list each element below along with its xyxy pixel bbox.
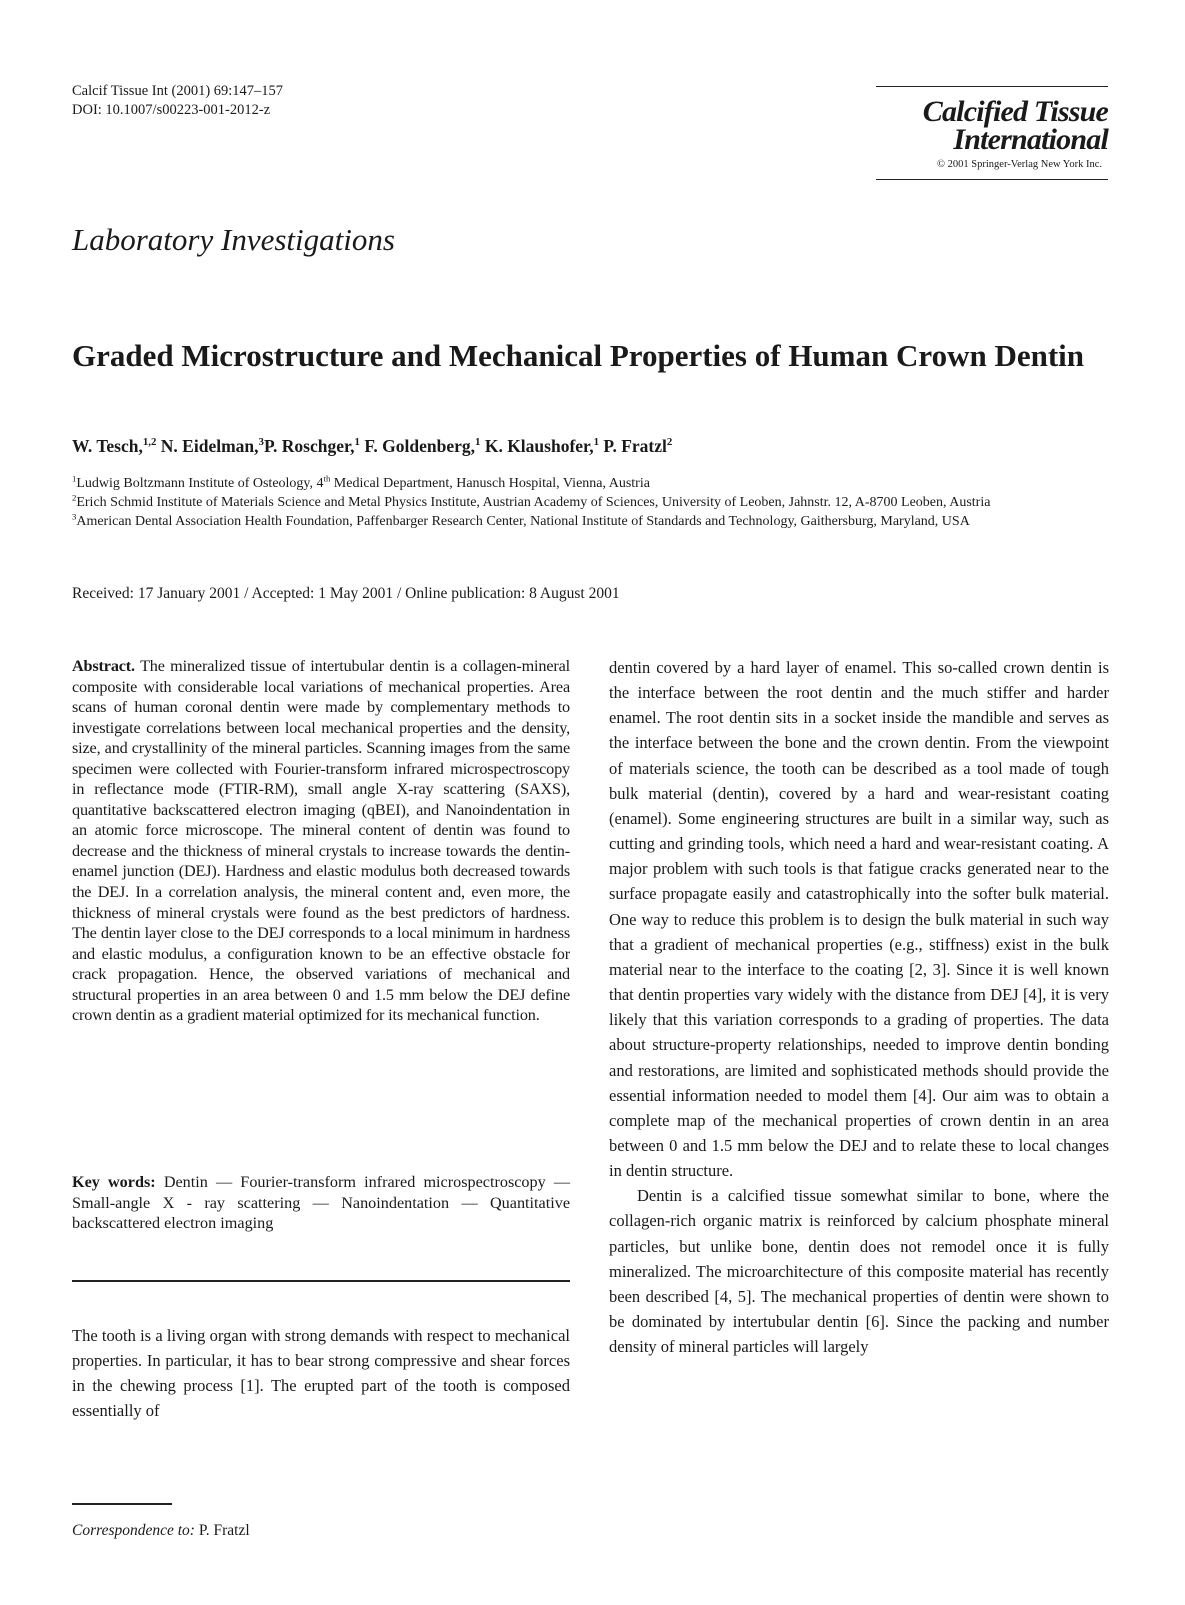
affiliation-2	[72, 493, 1112, 512]
author-affiliation-mark: 1	[593, 436, 599, 449]
citation-block	[72, 82, 283, 120]
author-name: F. Goldenberg,	[364, 436, 476, 456]
keywords	[72, 1172, 570, 1234]
doi-line: DOI: 10.1007/s00223-001-2012-z	[72, 102, 271, 118]
author-name: N. Eidelman,	[160, 436, 259, 456]
affiliations	[72, 474, 1112, 531]
abstract	[72, 656, 570, 1026]
author-affiliation-mark: 2	[666, 436, 673, 449]
correspondence-name: P. Fratzl	[198, 1522, 250, 1539]
journal-name-line1: Calcified Tissue	[922, 95, 1108, 128]
abstract-label: Abstract.	[72, 657, 135, 675]
right-column	[609, 655, 1109, 1359]
affiliation-number: 1	[72, 473, 77, 484]
keywords-label: Key words:	[72, 1173, 156, 1191]
correspondence-footnote	[72, 1522, 250, 1540]
abstract-text: The mineralized tissue of intertubular dentin is a collagen-mineral composite with considerable local variations of mechanical properties. Area scans of human coronal dentin were made by complementary methods to investigate correlations between local mechanical properties and the density, size, and crystallinity of the mineral particles. Scanning images from the same specimen were collected with Fourier-transform infrared microspectroscopy in reflectance mode (FTIR-RM), small angle X-ray scattering (SAXS), quantitative backscattered electron imaging (qBEI), and Nanoindentation in an atomic force microscope. The mineral content of dentin was found to decrease and the thickness of mineral crystals to increase towards the dentin-enamel junction (DEJ). Hardness and elastic modulus both decreased towards the DEJ. In a correlation analysis, the mineral content and, even more, the thickness of mineral crystals were found as the best predictors of hardness. The dentin layer close to the DEJ corresponds to a local minimum in hardness and elastic modulus, a configuration known to be an effective obstacle for crack propagation. Hence, the observed variations of mechanical and structural properties in an area between 0 and 1.5 mm below the DEJ define crown dentin as a gradient material optimized for its mechanical function.	[72, 657, 570, 1025]
affiliation-text: American Dental Association Health Foundation, Paffenbarger Research Center, National Institute of Standards and Technology, Gaithersburg, Maryland, USA	[76, 514, 970, 529]
author-name: K. Klaushofer,	[484, 436, 594, 456]
affiliation-text: Medical Department, Hanusch Hospital, Vienna, Austria	[330, 476, 650, 491]
journal-copyright: © 2001 Springer-Verlag New York Inc.	[937, 159, 1102, 170]
affiliation-text: Erich Schmid Institute of Materials Science and Metal Physics Institute, Austrian Academy of Sciences, University of Leoben, Jahnstr. 12, A-8700 Leoben, Austria	[76, 495, 991, 510]
citation-line: Calcif Tissue Int (2001) 69:147–157	[72, 83, 284, 99]
paper-title: Graded Microstructure and Mechanical Properties of Human Crown Dentin	[72, 338, 1085, 373]
journal-name-line2: International	[953, 123, 1108, 156]
author-list	[72, 436, 672, 457]
journal-logo	[876, 86, 1108, 180]
affiliation-number: 2	[72, 492, 77, 503]
affiliation-text: Ludwig Boltzmann Institute of Osteology, 4	[76, 476, 324, 491]
intro-paragraph: The tooth is a living organ with strong demands with respect to mechanical properties. In particular, it has to bear strong compressive and shear forces in the chewing process [1]. The erupted part of the tooth is composed essentially of	[72, 1326, 570, 1421]
body-paragraph: dentin covered by a hard layer of enamel. This so-called crown dentin is the interface between the root dentin and the much stiffer and harder enamel. The root dentin sits in a socket inside the mandible and serves as the interface between the bone and the crown dentin. From the viewpoint of materials science, the tooth can be described as a tool made of tough bulk material (dentin), covered by a hard and wear-resistant coating (enamel). Some engineering structures are built in a similar way, such as cutting and grinding tools, which need a hard and wear-resistant coating. A major problem with such tools is that fatigue cracks generated near to the surface propagate easily and catastrophically into the softer bulk material. One way to reduce this problem is to design the bulk material in such way that a gradient of mechanical properties (e.g., stiffness) exist in the bulk material near to the interface to the coating [2, 3]. Since it is well known that dentin properties vary widely with the distance from DEJ [4], it is very likely that this variation corresponds to a grading of properties. The data about structure-property relationships, needed to improve dentin bonding and restorations, are limited and sophisticated methods should provide the essential information needed to model them [4]. Our aim was to obtain a complete map of the mechanical properties of crown dentin in an area between 0 and 1.5 mm below the DEJ and to relate these to local changes in dentin structure.	[609, 658, 1109, 1181]
abstract-divider	[72, 1280, 570, 1282]
footnote-divider	[72, 1503, 172, 1505]
author-affiliation-mark: 1	[354, 436, 360, 449]
affiliation-3	[72, 512, 1112, 531]
correspondence-label: Correspondence to:	[72, 1522, 195, 1539]
affiliation-ordinal: th	[323, 473, 331, 484]
publication-dates: Received: 17 January 2001 / Accepted: 1 May 2001 / Online publication: 8 August 2001	[72, 585, 620, 602]
body-paragraph: Dentin is a calcified tissue somewhat similar to bone, where the collagen-rich organic matrix is reinforced by calcium phosphate mineral particles, but unlike bone, dentin does not remodel once it is fully mineralized. The microarchitecture of this composite material has recently been described [4, 5]. The mechanical properties of dentin were shown to be dominated by intertubular dentin [6]. Since the packing and number density of mineral particles will largely	[609, 1186, 1109, 1357]
author-affiliation-mark: 1	[475, 436, 481, 449]
author-name: W. Tesch,	[72, 436, 143, 456]
affiliation-number: 3	[72, 511, 77, 522]
author-name: P. Fratzl	[603, 436, 667, 456]
author-affiliation-mark: 3	[258, 436, 264, 449]
author-name: P. Roschger,	[263, 436, 355, 456]
keywords-text: Dentin — Fourier-transform infrared microspectroscopy — Small-angle X - ray scattering — Nanoindentation — Quantitative backscattered electron imaging	[72, 1173, 571, 1233]
author-affiliation-mark: 1,2	[142, 436, 157, 449]
section-heading: Laboratory Investigations	[72, 222, 395, 257]
affiliation-1	[72, 474, 1112, 493]
